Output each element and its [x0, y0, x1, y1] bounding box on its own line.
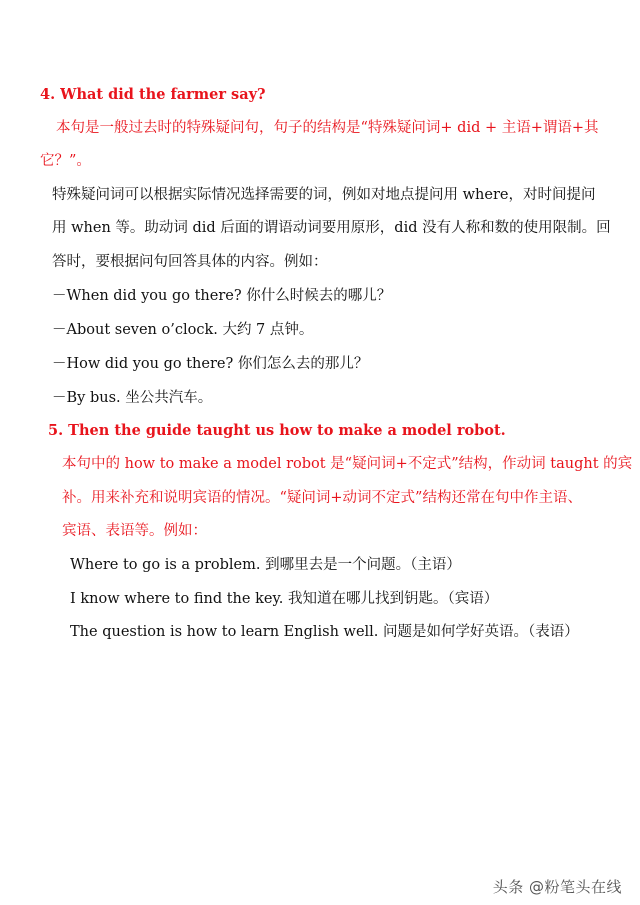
section4-body-line3: 答时，要根据问句回答具体的内容。例如：	[52, 254, 328, 270]
section5-explanation-line1: 本句中的 how to make a model robot 是“疑问词+不定式”结构，作动词 taught 的宾	[62, 456, 633, 472]
watermark: 头条 @粉笔头在线	[492, 878, 622, 896]
section4-example: －When did you go there? 你什么时候去的哪儿？	[52, 288, 392, 304]
section4-heading: 4. What did the farmer say?	[40, 86, 266, 103]
section4-explanation-line1: 本句是一般过去时的特殊疑问句，句子的结构是“特殊疑问词+ did + 主语+谓语+其	[56, 120, 599, 136]
section4-body-line2: 用 when 等。助动词 did 后面的谓语动词要用原形，did 没有人称和数的使用限制。回	[52, 220, 611, 236]
section5-example: I know where to find the key. 我知道在哪儿找到钥匙。（宾语）	[70, 591, 499, 607]
section4-example: －About seven o’clock. 大约 7 点钟。	[52, 322, 314, 338]
section5-example: The question is how to learn English well. 问题是如何学好英语。（表语）	[70, 624, 579, 640]
section5-heading: 5. Then the guide taught us how to make a model robot.	[48, 422, 506, 439]
section4-explanation-line2: 它？”。	[40, 153, 91, 169]
section4-example: －How did you go there? 你们怎么去的那儿？	[52, 356, 369, 372]
section5-explanation-line2: 补。用来补充和说明宾语的情况。“疑问词+动词不定式”结构还常在句中作主语、	[62, 490, 582, 506]
section5-example: Where to go is a problem. 到哪里去是一个问题。（主语）	[70, 557, 461, 573]
section4-body-line1: 特殊疑问词可以根据实际情况选择需要的词，例如对地点提问用 where，对时间提问	[52, 187, 596, 203]
section5-explanation-line3: 宾语、表语等。例如：	[62, 523, 207, 539]
section4-example: －By bus. 坐公共汽车。	[52, 390, 213, 406]
